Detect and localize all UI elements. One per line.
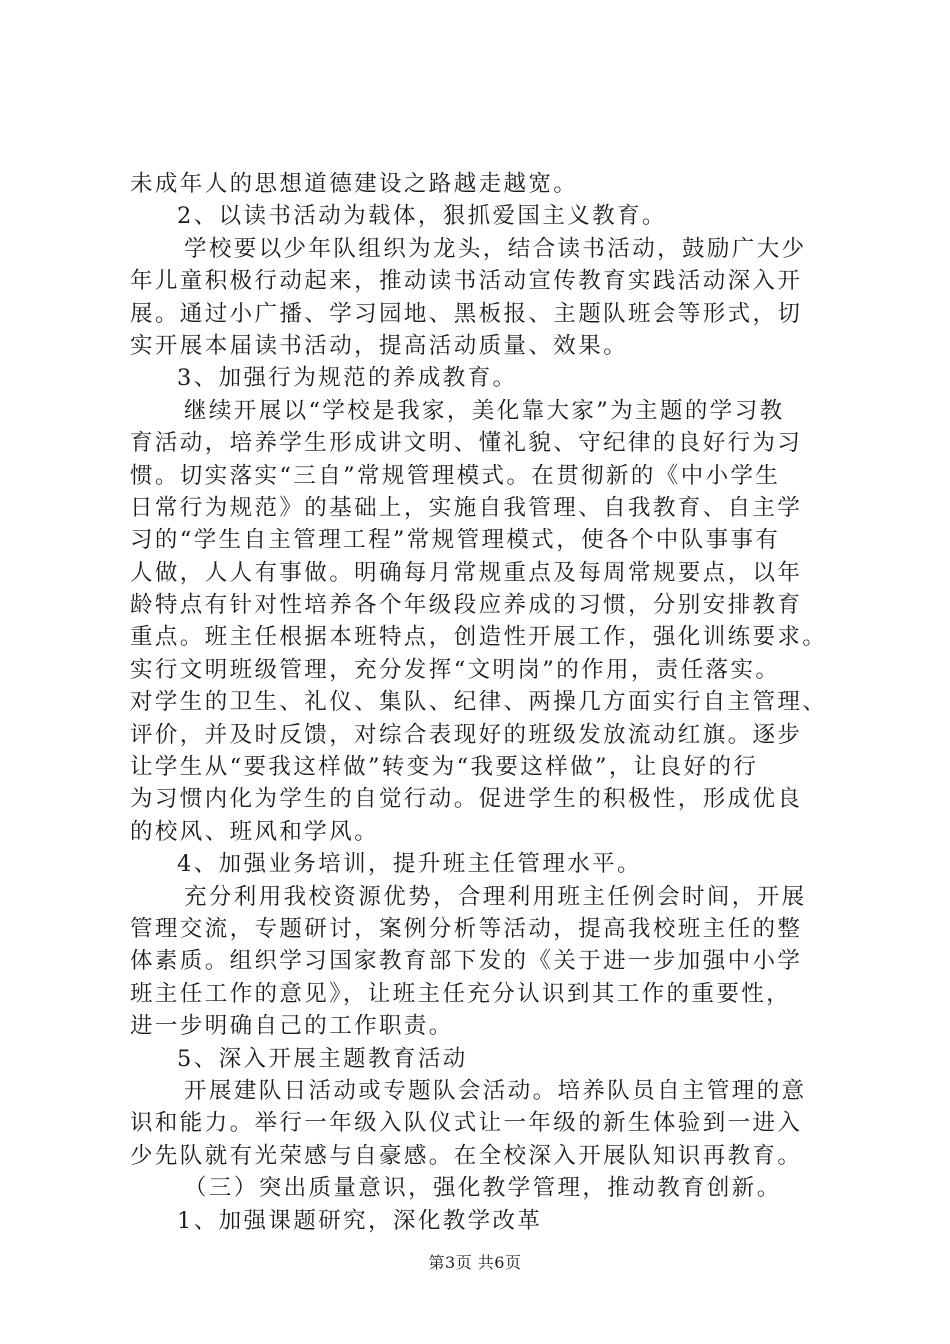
text-line: 少先队就有光荣感与自豪感。在全校深入开展队知识再教育。 bbox=[130, 1142, 803, 1169]
text-line: 重点。班主任根据本班特点，创造性开展工作，强化训练要求。 bbox=[130, 624, 828, 651]
document-body bbox=[130, 168, 830, 1237]
text-line: 实行文明班级管理，充分发挥“文明岗”的作用，责任落实。 bbox=[130, 656, 781, 683]
text-line: 对学生的卫生、礼仪、集队、纪律、两操几方面实行自主管理、 bbox=[130, 689, 828, 716]
section-heading: 3、加强行为规范的养成教育。 bbox=[177, 365, 518, 392]
section-heading: 1、加强课题研究，深化教学改革 bbox=[177, 1207, 543, 1234]
text-line: 进一步明确自己的工作职责。 bbox=[130, 1013, 454, 1040]
paragraph-first-line: 充分利用我校资源优势，合理利用班主任例会时间，开展 bbox=[184, 883, 807, 910]
section-heading: 2、以读书活动为载体，狠抓爱国主义教育。 bbox=[177, 203, 667, 230]
paragraph-first-line: 继续开展以“学校是我家，美化靠大家”为主题的学习教 bbox=[184, 397, 785, 424]
text-line: 体素质。组织学习国家教育部下发的《关于进一步加强中小学 bbox=[130, 948, 803, 975]
paragraph-first-line: 学校要以少年队组织为龙头，结合读书活动，鼓励广大少 bbox=[184, 235, 807, 262]
text-line: 育活动，培养学生形成讲文明、懂礼貌、守纪律的良好行为习 bbox=[130, 430, 803, 457]
text-line: 的校风、班风和学风。 bbox=[130, 818, 380, 845]
section-heading: 5、深入开展主题教育活动 bbox=[177, 1045, 468, 1072]
text-line: 让学生从“要我这样做”转变为“我要这样做”，让良好的行 bbox=[130, 754, 759, 781]
text-line: 班主任工作的意见》，让班主任充分认识到其工作的重要性， bbox=[130, 980, 792, 1007]
text-line: 为习惯内化为学生的自觉行动。促进学生的积极性，形成优良 bbox=[130, 786, 803, 813]
text-line: 习的“学生自主管理工程”常规管理模式，使各个中队事事有 bbox=[130, 527, 781, 554]
text-line: 龄特点有针对性培养各个年级段应养成的习惯，分别安排教育 bbox=[130, 592, 803, 619]
text-line: 评价，并及时反馈，对综合表现好的班级发放流动红旗。逐步 bbox=[130, 721, 803, 748]
text-line: 惯。切实落实“三自”常规管理模式。在贯彻新的《中小学生 bbox=[130, 462, 781, 489]
page-footer bbox=[0, 1253, 950, 1273]
text-line: 人做，人人有事做。明确每月常规重点及每周常规要点，以年 bbox=[130, 559, 803, 586]
text-line: 管理交流，专题研讨，案例分析等活动，提高我校班主任的整 bbox=[130, 915, 803, 942]
text-line: 展。通过小广播、学习园地、黑板报、主题队班会等形式，切 bbox=[130, 300, 803, 327]
text-line: 日常行为规范》的基础上，实施自我管理、自我教育、自主学 bbox=[130, 494, 803, 521]
section-heading: 4、加强业务培训，提升班主任管理水平。 bbox=[177, 851, 642, 878]
page-number-label: 第3页 共6页 bbox=[428, 1253, 522, 1272]
text-line: 未成年人的思想道德建设之路越走越宽。 bbox=[130, 171, 579, 197]
text-line: 识和能力。举行一年级入队仪式让一年级的新生体验到一进入 bbox=[130, 1110, 803, 1137]
text-line: 年儿童积极行动起来，推动读书活动宣传教育实践活动深入开 bbox=[130, 268, 803, 295]
section-heading: （三）突出质量意识，强化教学管理，推动教育创新。 bbox=[184, 1175, 782, 1202]
text-line: 实开展本届读书活动，提高活动质量、效果。 bbox=[130, 332, 629, 359]
paragraph-first-line: 开展建队日活动或专题队会活动。培养队员自主管理的意 bbox=[184, 1077, 807, 1104]
